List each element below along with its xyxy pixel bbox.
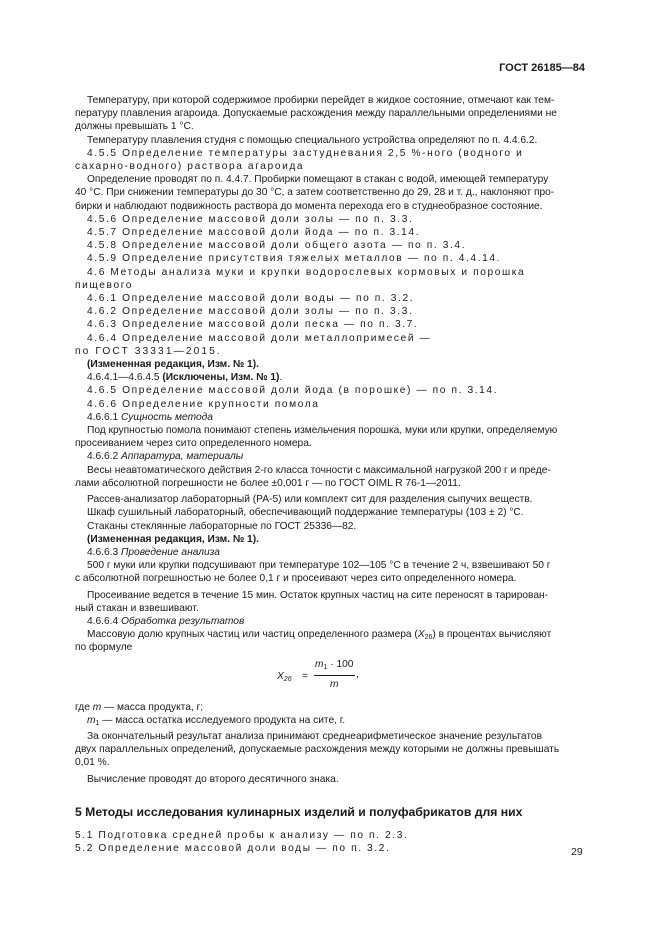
clause-title: Обработка результатов — [121, 615, 245, 627]
formula-numerator — [315, 658, 353, 671]
formula-subscript: 1 — [323, 663, 328, 671]
subsection-heading: 4.6 Методы анализа муки и крупки водорослевых кормовых и порошка — [87, 266, 526, 278]
paragraph-line: бирки и наблюдают подвижность раствора до момента перехода его в студнеобразное состояние. — [75, 200, 543, 212]
paragraph-line: пературу плавления агароида. Допускаемые расхождения между параллельными определениями не — [75, 108, 557, 120]
section-title: 5 Методы исследования кулинарных изделий и полуфабрикатов для них — [75, 804, 523, 819]
paragraph-line: Вычисление проводят до второго десятичного знака. — [87, 773, 339, 785]
paragraph-line: За окончательный результат анализа принимают среднеарифметическое значение результатов — [87, 730, 543, 742]
page-number: 29 — [571, 846, 583, 858]
paragraph-line — [75, 628, 584, 641]
formula — [75, 658, 584, 698]
paragraph-line — [75, 546, 584, 559]
text-span: — масса продукта, г; — [101, 701, 204, 713]
paragraph-line: 40 °С. При снижении температуры до 30 °С, а затем соответственно до 29, 28 и т. д., наклоняют про- — [75, 187, 555, 199]
formula-text: · 100 — [327, 658, 354, 670]
subsection-heading: 5.2 Определение массовой доли воды — по п. 3.2. — [75, 843, 391, 855]
paragraph-line: Определение проводят по п. 4.4.7. Пробирки помещают в стакан с водой, имеющей температуру — [87, 174, 549, 186]
formula-comma: , — [356, 668, 359, 680]
paragraph-line — [75, 615, 584, 628]
clause-title: Сущность метода — [121, 411, 213, 423]
paragraph-line: Температуру, при которой содержимое пробирки перейдет в жидкое состояние, отмечают как тем- — [87, 95, 555, 106]
paragraph-line: 500 г муки или крупки подсушивают при температуре 102—105 °С в течение 2 ч, взвешивают 50 г — [87, 560, 551, 572]
subsection-heading-cont: по ГОСТ 33331—2015. — [75, 345, 222, 357]
subsection-heading: 4.6.4 Определение массовой доли металлопримесей — — [87, 332, 432, 344]
subsection-heading: 4.5.7 Определение массовой доли йода — по п. 3.14. — [87, 227, 421, 239]
clause-title: Проведение анализа — [121, 546, 220, 558]
paragraph-line: с абсолютной погрешностью не более 0,1 г и просеивают через сито определенного номера. — [75, 573, 517, 585]
subsection-heading: 4.5.8 Определение массовой доли общего азота — по п. 3.4. — [87, 240, 467, 252]
amendment-note: (Исключены, Изм. № 1) — [162, 372, 280, 384]
formula-variable: X — [277, 670, 284, 682]
paragraph-line: Температуру плавления студня с помощью специального устройства определяют по п. 4.4.6.2. — [87, 134, 538, 146]
subsection-heading: 4.6.2 Определение массовой доли золы — по п. 3.3. — [87, 306, 414, 318]
clause-number: 4.6.6.3 — [87, 546, 121, 558]
formula-equals: = — [302, 670, 308, 682]
fraction-bar — [314, 675, 355, 676]
formula-variable: m — [315, 658, 324, 670]
punctuation: . — [279, 372, 283, 384]
paragraph-line: Стаканы стеклянные лабораторные по ГОСТ 25336—82. — [87, 520, 357, 532]
paragraph-line — [75, 714, 584, 727]
paragraph-line: просеиванием через сито определенного номера. — [75, 438, 312, 450]
paragraph-line: Рассев-анализатор лабораторный (РА-5) или комплект сит для разделения сыпучих веществ. — [87, 494, 533, 506]
subsection-heading: 4.6.5 Определение массовой доли йода (в порошке) — по п. 3.14. — [87, 385, 499, 397]
paragraph-line — [75, 450, 584, 463]
amendment-note: (Измененная редакция, Изм. № 1). — [87, 359, 259, 371]
subsection-heading-cont: сахарно-водного) раствора агароида — [75, 161, 305, 173]
clause-number: 4.6.4.1—4.6.4.5 — [87, 372, 163, 384]
subscript: 1 — [95, 719, 100, 727]
paragraph-line: Весы неавтоматического действия 2-го класса точности с максимальной нагрузкой 200 г и преде- — [87, 464, 551, 476]
paragraph-line: Просеивание ведется в течение 15 мин. Остаток крупных частиц на сите переносят в тарирован- — [87, 589, 549, 601]
paragraph-line: должны превышать 1 °С. — [75, 121, 194, 133]
paragraph-line: по формуле — [75, 642, 133, 654]
paragraph-line: лами абсолютной погрешности не более ±0,001 г — по ГОСТ OIML R 76-1—2011. — [75, 477, 461, 489]
subsection-heading: 4.5.5 Определение температуры застудневания 2,5 %-ного (водного и — [87, 147, 524, 159]
paragraph-line — [75, 371, 584, 384]
subsection-heading: 5.1 Подготовка средней пробы к анализу — по п. 2.3. — [75, 829, 409, 841]
variable: m — [87, 714, 96, 726]
subsection-heading: 4.5.9 Определение присутствия тяжелых металлов — по п. 4.4.14. — [87, 253, 502, 265]
variable: m — [92, 701, 102, 713]
paragraph-line: Под крупностью помола понимают степень измельчения порошка, муки или крупки, определяемую — [87, 425, 558, 437]
formula-lhs — [277, 670, 292, 683]
page-body — [75, 94, 584, 855]
clause-number: 4.6.6.4 — [87, 615, 121, 627]
subscript: 26 — [424, 634, 433, 642]
paragraph-line: 0,01 %. — [75, 757, 110, 769]
paragraph-line — [75, 701, 584, 714]
text-span: Массовую долю крупных частиц или частиц определенного размера ( — [87, 629, 418, 641]
paragraph-line: двух параллельных определений, допускаемые расхождения между которыми не должны превышать — [75, 744, 560, 756]
variable: X — [417, 629, 425, 641]
subsection-heading: 4.6.1 Определение массовой доли воды — по п. 3.2. — [87, 293, 415, 305]
subsection-heading: 4.5.6 Определение массовой доли золы — по п. 3.3. — [87, 213, 414, 225]
subsection-heading: 4.6.3 Определение массовой доли песка — по п. 3.7. — [87, 319, 419, 331]
paragraph-line — [75, 411, 584, 424]
subsection-heading: 4.6.6 Определение крупности помола — [87, 398, 320, 410]
formula-subscript: 26 — [283, 675, 292, 683]
clause-number: 4.6.6.2 — [87, 451, 121, 463]
subsection-heading-cont: пищевого — [75, 279, 134, 291]
amendment-note: (Измененная редакция, Изм. № 1). — [87, 533, 259, 545]
paragraph-line: Шкаф сушильный лабораторный, обеспечивающий поддержание температуры (103 ± 2) °С. — [87, 507, 524, 519]
formula-denominator: m — [330, 678, 339, 690]
clause-title: Аппаратура, материалы — [121, 451, 244, 463]
text-span: ) в процентах вычисляют — [432, 629, 552, 641]
paragraph-line: ный стакан и взвешивают. — [75, 602, 199, 614]
document-code: ГОСТ 26185—84 — [499, 62, 585, 74]
clause-number: 4.6.6.1 — [87, 411, 121, 423]
text-span: — масса остатка исследуемого продукта на сите, г. — [99, 714, 346, 726]
text-span: где — [75, 701, 93, 713]
